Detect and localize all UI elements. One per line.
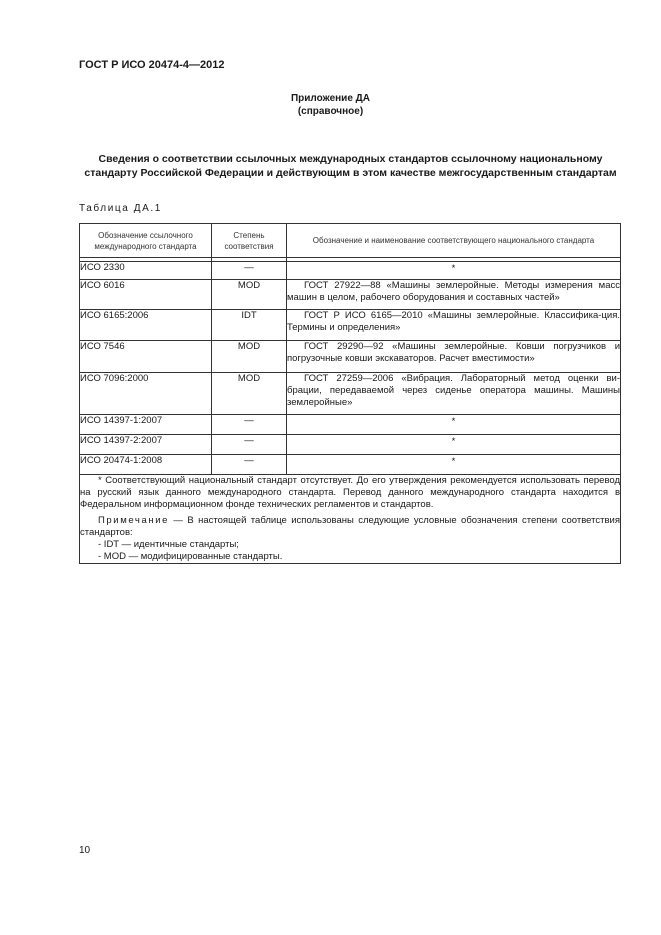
table-header-row: [80, 224, 621, 258]
degree-cell: —: [212, 262, 287, 280]
iso-cell: ИСО 7096:2000: [80, 373, 212, 415]
degree-cell: —: [212, 435, 287, 455]
footnote: * Соответствующий национальный стандарт отсутствует. До его утверждения рекомендуется использовать перевод на русский язык данного международного стандарта. Перевод данного международного стандарта находится в Федеральном информационном фонде технических регламентов и стандартов.: [80, 475, 620, 510]
note: [80, 515, 620, 539]
table-row: [80, 455, 621, 475]
gost-cell: *: [287, 435, 621, 455]
iso-cell: ИСО 7546: [80, 341, 212, 373]
degree-cell: MOD: [212, 341, 287, 373]
gost-cell: ГОСТ 27259—2006 «Вибрация. Лабораторный метод оценки ви-брации, передаваемой через сиденье оператора машины. Машины землеройные»: [287, 373, 621, 415]
degree-cell: MOD: [212, 373, 287, 415]
iso-cell: ИСО 20474-1:2008: [80, 455, 212, 475]
header-iso-column: Обозначение ссылочного международного стандарта: [80, 224, 212, 258]
iso-cell: ИСО 14397-2:2007: [80, 435, 212, 455]
appendix-title: Приложение ДА: [290, 93, 371, 104]
section-heading: Сведения о соответствии ссылочных международных стандартов ссылочному национальному стандарту Российской Федерации и действующим в этом качестве межгосударственным стандартам: [84, 153, 617, 179]
note-label: Примечание: [98, 515, 169, 526]
appendix-title-block: [0, 92, 661, 118]
table-row: [80, 435, 621, 455]
iso-cell: ИСО 6165:2006: [80, 310, 212, 341]
document-id: ГОСТ Р ИСО 20474-4—2012: [79, 59, 225, 71]
degree-cell: —: [212, 415, 287, 435]
header-degree-column: Степень соответствия: [212, 224, 287, 258]
table-notes-row: [80, 475, 621, 564]
degree-cell: IDT: [212, 310, 287, 341]
reference-table: [79, 223, 621, 564]
gost-cell: *: [287, 262, 621, 280]
page-number: 10: [79, 845, 91, 856]
table-row: [80, 310, 621, 341]
table-row: [80, 262, 621, 280]
table-caption: Таблица ДА.1: [79, 203, 162, 214]
gost-cell: ГОСТ 27922—88 «Машины землеройные. Методы измерения масс машин в целом, рабочего оборудования и составных частей»: [287, 280, 621, 310]
note-item-mod: - MOD — модифицированные стандарты.: [98, 551, 283, 562]
gost-cell: *: [287, 455, 621, 475]
degree-cell: MOD: [212, 280, 287, 310]
table-row: [80, 415, 621, 435]
iso-cell: ИСО 2330: [80, 262, 212, 280]
header-gost-column: Обозначение и наименование соответствующего национального стандарта: [287, 224, 621, 258]
iso-cell: ИСО 6016: [80, 280, 212, 310]
table-notes: [80, 475, 621, 564]
gost-cell: ГОСТ 29290—92 «Машины землеройные. Ковши погрузчиков и погрузочные ковши экскаваторов. Расчет вместимости»: [287, 341, 621, 373]
gost-cell: *: [287, 415, 621, 435]
note-item-idt: - IDT — идентичные стандарты;: [98, 539, 239, 550]
note-text: — В настоящей таблице использованы следующие условные обозначения степени соответствия стандартов:: [80, 515, 620, 538]
gost-cell: ГОСТ Р ИСО 6165—2010 «Машины землеройные. Классифика-ция. Термины и определения»: [287, 310, 621, 341]
table-row: [80, 280, 621, 310]
iso-cell: ИСО 14397-1:2007: [80, 415, 212, 435]
table-row: [80, 341, 621, 373]
appendix-subtitle: (справочное): [297, 106, 364, 117]
degree-cell: —: [212, 455, 287, 475]
table-row: [80, 373, 621, 415]
